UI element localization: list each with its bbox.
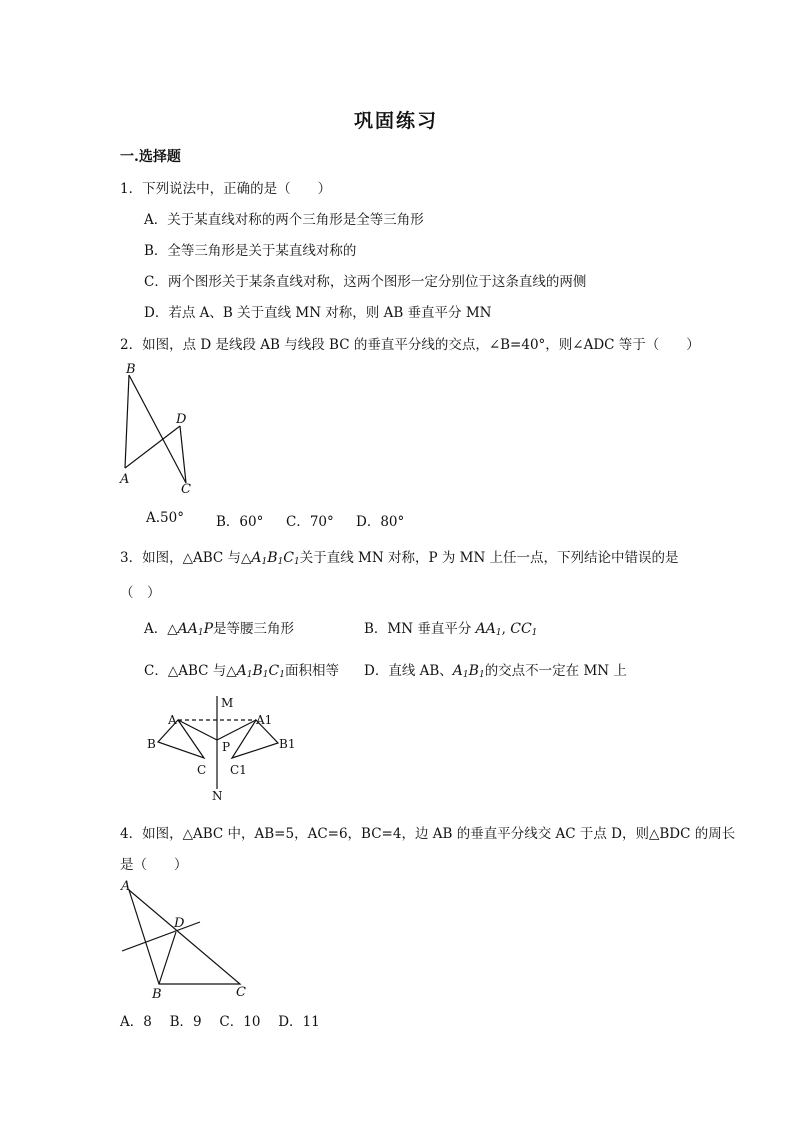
q2-segment-bc — [129, 375, 186, 483]
q3-label-m: M — [221, 696, 234, 710]
q3-segment-a1b1: $A_1B_1$ — [452, 663, 485, 680]
q2-label-b: B — [126, 362, 136, 377]
q3-label-n: N — [212, 789, 223, 803]
q3-figure — [144, 694, 314, 804]
q3-segment-ap — [178, 720, 217, 740]
q3-option-d: D．直线 AB、$A_1B_1$的交点不一定在 MN 上 — [364, 663, 627, 680]
q2-stem: 2．如图，点 D 是线段 AB 与线段 BC 的垂直平分线的交点，∠B=40°，则∠ADC 等于（ ） — [120, 337, 700, 353]
q3-option-a: A．$\triangle AA_1P$是等腰三角形 — [144, 621, 295, 638]
q2-option-b: B．60° — [216, 514, 264, 530]
q4-segment-bd — [159, 932, 176, 984]
q3-segment-cc1: $CC_1$ — [510, 621, 538, 638]
q3-label-b1: B1 — [279, 737, 296, 751]
q2-option-a: A.50° — [146, 510, 184, 526]
q3-label-c: C — [197, 763, 207, 777]
q2-label-d: D — [176, 412, 187, 427]
q3-label-p: P — [222, 740, 231, 754]
q3-triangle-abc — [158, 720, 204, 758]
q1-option-b: B．全等三角形是关于某直线对称的 — [144, 243, 357, 259]
q3-option-c: C．△ABC 与$\triangle A_1B_1C_1$面积相等 — [144, 663, 339, 680]
q3-label-a1: A1 — [256, 713, 273, 727]
q4-stem-line2: 是（ ） — [120, 857, 188, 873]
q4-label-d: D — [174, 916, 185, 931]
q4-label-b: B — [152, 987, 162, 1002]
q4-label-a: A — [121, 879, 131, 894]
page-title: 巩固练习 — [354, 110, 439, 132]
q3-triangle-a1b1c1: $A_1B_1C_1$ — [251, 550, 300, 567]
q2-segment-ad — [125, 426, 180, 468]
q1-option-c: C．两个图形关于某条直线对称，这两个图形一定分别位于这条直线的两侧 — [144, 274, 587, 290]
q3-label-b: B — [147, 737, 156, 751]
q2-option-c: C．70° — [286, 514, 334, 530]
q3-stem-pre: 3．如图，△ABC 与△ — [120, 550, 252, 566]
q2-option-d: D．80° — [356, 514, 405, 530]
q4-options: A．8 B．9 C．10 D．11 — [120, 1014, 320, 1030]
q2-label-c: C — [181, 482, 191, 497]
q4-perpendicular-bisector — [122, 922, 200, 951]
q4-label-c: C — [236, 985, 246, 1000]
q2-label-a: A — [120, 472, 130, 487]
q1-option-a: A．关于某直线对称的两个三角形是全等三角形 — [144, 212, 424, 228]
q2-figure — [112, 360, 202, 500]
q3-stem — [120, 546, 679, 567]
q3-triangle-a1b1c1-c: $A_1B_1C_1$ — [236, 663, 285, 680]
q4-stem-line1: 4．如图，△ABC 中，AB=5，AC=6，BC=4，边 AB 的垂直平分线交 AC 于点 D，则△BDC 的周长 — [120, 826, 736, 842]
q3-label-c1: C1 — [230, 763, 247, 777]
q1-stem: 1．下列说法中，正确的是（ ） — [120, 181, 332, 197]
q2-segment-ab — [125, 375, 129, 468]
q4-figure — [112, 876, 262, 1001]
q4-triangle-abc — [129, 890, 240, 984]
q3-option-b: B．MN 垂直平分 $AA_1$, $CC_1$ — [364, 621, 538, 638]
q3-segment-aa1: $AA_1$ — [475, 621, 502, 638]
q3-stem-line2: （ ） — [120, 585, 161, 601]
q3-stem-post: 关于直线 MN 对称，P 为 MN 上任一点，下列结论中错误的是 — [299, 550, 679, 566]
q3-triangle-aa1p: $AA_1P$ — [177, 621, 214, 638]
q1-option-d: D．若点 A、B 关于直线 MN 对称，则 AB 垂直平分 MN — [144, 305, 492, 321]
section-heading: 一.选择题 — [120, 149, 181, 165]
q3-label-a: A — [168, 713, 177, 727]
